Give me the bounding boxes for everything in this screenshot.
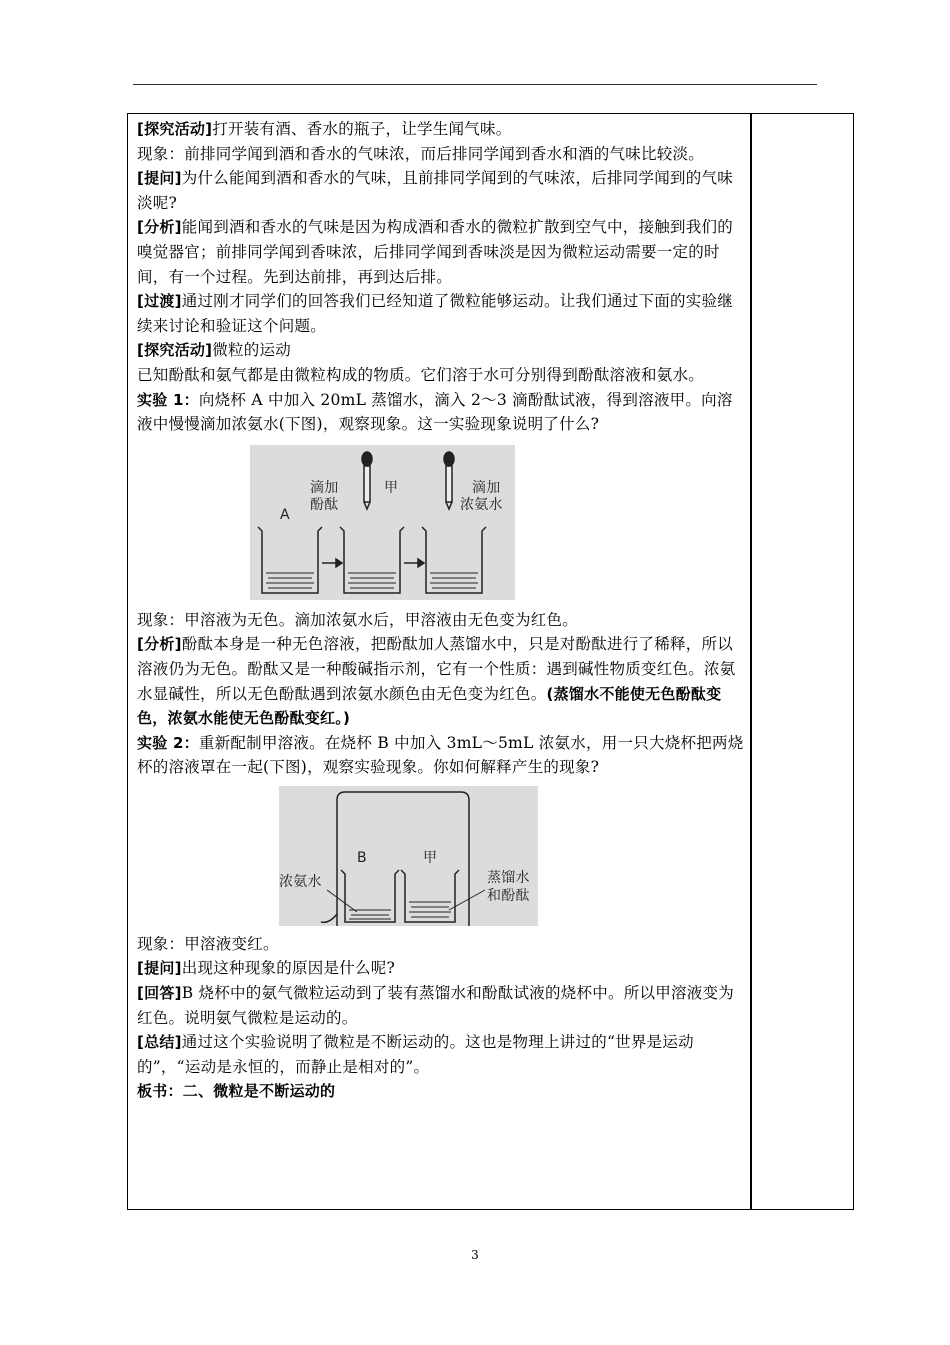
section-tag: [探究活动]	[137, 120, 213, 138]
figure-label: A	[280, 506, 290, 523]
figure-label: 和酚酞	[487, 887, 530, 904]
paragraph-text: 现象：前排同学闻到酒和香水的气味浓，而后排同学闻到香水和酒的气味比较淡。	[137, 144, 705, 163]
paragraph-text: 酚酞本身是一种无色溶液，把酚酞加人蒸馏水中，只是对酚酞进行了稀释，所以溶液仍为无色。酚酞又是一种酸碱指示剂，它有一个性质：遇到碱性物质变红色。浓氨水显碱性，所以无色酚酞遇到浓氨水颜色由无色变为红色。	[137, 635, 736, 703]
section-tag: [探究活动]	[137, 341, 213, 360]
lesson-content	[137, 117, 747, 1104]
header-rule	[133, 84, 817, 85]
paragraph-text: 向烧杯 A 中加入 20mL 蒸馏水，滴入 2～3 滴酚酞试液，得到溶液甲。向溶液中慢慢滴加浓氨水(下图)，观察现象。这一实验现象说明了什么?	[137, 390, 733, 434]
figure-label: 甲	[423, 849, 438, 866]
section-tag: [提问]	[137, 959, 182, 978]
paragraph	[137, 956, 747, 981]
paragraph	[137, 338, 747, 363]
figure-label: B	[357, 849, 367, 866]
section-tag: [回答]	[137, 984, 182, 1003]
paragraph	[137, 932, 747, 957]
figure-label: 蒸馏水	[487, 869, 530, 886]
table-column-divider	[750, 113, 752, 1210]
paragraph-text: 为什么能闻到酒和香水的气味，且前排同学闻到的气味浓，后排同学闻到的气味淡呢?	[137, 169, 733, 212]
figure-label: 浓氨水	[279, 873, 322, 890]
experiment-label: 实验 1：	[137, 390, 199, 409]
paragraph-text: 微粒的运动	[212, 341, 291, 360]
paragraph-text: 现象：甲溶液变红。	[137, 934, 279, 953]
figure-label: 滴加	[472, 479, 501, 496]
paragraph	[137, 1079, 747, 1104]
section-tag: [总结]	[137, 1033, 182, 1052]
figure-label: 滴加	[310, 479, 339, 496]
paragraph	[137, 388, 747, 437]
paragraph	[137, 166, 747, 215]
dropper-icon	[444, 452, 454, 509]
section-tag: [过渡]	[137, 292, 182, 311]
blackboard-heading: 板书：二、微粒是不断运动的	[137, 1082, 336, 1101]
paragraph	[137, 363, 747, 388]
figure-label: 浓氨水	[460, 496, 503, 513]
page-number: 3	[471, 1248, 479, 1262]
dropper-icon	[362, 452, 372, 509]
paragraph	[137, 608, 747, 633]
figure-label: 甲	[384, 479, 399, 496]
section-tag: [提问]	[137, 169, 182, 188]
emphasis-text: (蒸馏水不能使无色酚酞变色，浓氨水能使无色酚酞变红。)	[137, 684, 722, 728]
paragraph-text: B 烧杯中的氨气微粒运动到了装有蒸馏水和酚酞试液的烧杯中。所以甲溶液变为红色。说明氨气微粒是运动的。	[137, 984, 735, 1027]
paragraph-text: 现象：甲溶液为无色。滴加浓氨水后，甲溶液由无色变为红色。	[137, 610, 579, 629]
paragraph-text: 出现这种现象的原因是什么呢?	[181, 959, 396, 978]
paragraph	[137, 117, 747, 142]
paragraph-text: 能闻到酒和香水的气味是因为构成酒和香水的微粒扩散到空气中，接触到我们的嗅觉器官；前排同学闻到香味浓，后排同学闻到香味淡是因为微粒运动需要一定的时间，有一个过程。先到达前排，再到达后排。	[137, 218, 733, 286]
paragraph	[137, 731, 747, 780]
section-tag: [分析]	[137, 635, 182, 654]
paragraph	[137, 289, 747, 338]
paragraph-text: 已知酚酞和氨气都是由微粒构成的物质。它们溶于水可分别得到酚酞溶液和氨水。	[137, 365, 705, 384]
paragraph-text: 通过这个实验说明了微粒是不断运动的。这也是物理上讲过的“世界是运动的”，“运动是永恒的，而静止是相对的”。	[137, 1033, 694, 1076]
figure-label: 酚酞	[310, 496, 339, 513]
paragraph-text: 重新配制甲溶液。在烧杯 B 中加入 3mL～5mL 浓氨水，用一只大烧杯把两烧杯的溶液罩在一起(下图)，观察实验现象。你如何解释产生的现象?	[137, 733, 744, 777]
paragraph	[137, 981, 747, 1030]
experiment-1-figure	[250, 445, 515, 600]
figure-background	[279, 786, 538, 926]
experiment-2-figure	[279, 786, 538, 926]
section-tag: [分析]	[137, 218, 182, 237]
paragraph	[137, 632, 747, 730]
experiment-label: 实验 2：	[137, 733, 199, 752]
paragraph-text: 打开装有酒、香水的瓶子，让学生闻气味。	[212, 120, 512, 138]
paragraph-text: 通过刚才同学们的回答我们已经知道了微粒能够运动。让我们通过下面的实验继续来讨论和验证这个问题。	[137, 292, 733, 335]
paragraph	[137, 1030, 747, 1079]
paragraph	[137, 215, 747, 289]
paragraph	[137, 142, 747, 167]
